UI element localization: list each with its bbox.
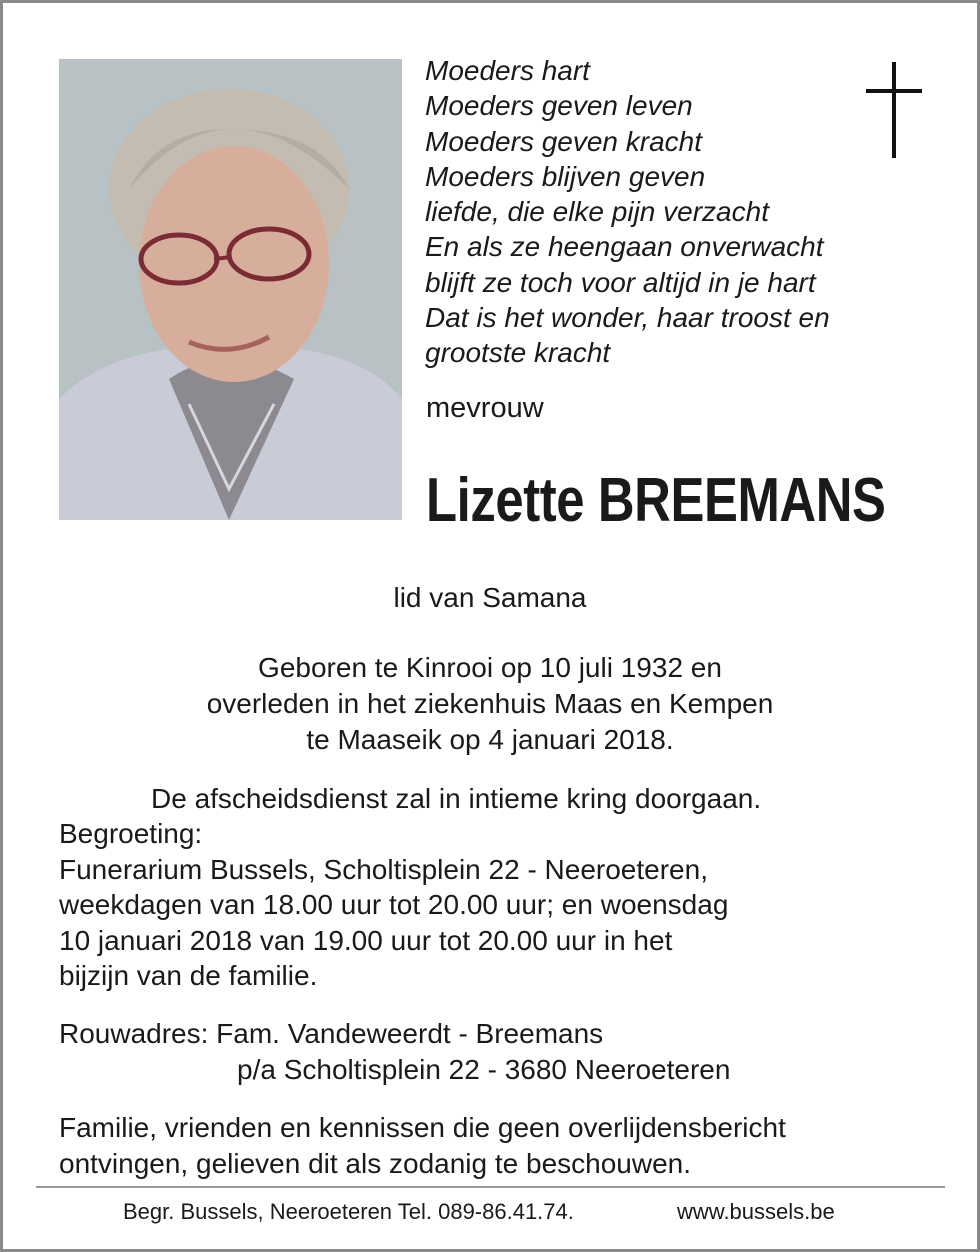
deceased-name: Lizette BREEMANS [426,466,886,535]
service-notice: De afscheidsdienst zal in intieme kring doorgaan. [151,783,762,814]
portrait-photo [59,59,402,520]
greeting-line: weekdagen van 18.00 uur tot 20.00 uur; en woensdag [59,889,729,920]
poem [425,53,830,371]
cross-icon [866,62,922,158]
greeting-line: bijzijn van de familie. [59,960,318,991]
birth-death-line: overleden in het ziekenhuis Maas en Kempen [206,688,774,719]
footer-website[interactable]: www.bussels.be [677,1199,835,1224]
greeting-line: 10 januari 2018 van 19.00 uur tot 20.00 uur in het [59,924,673,956]
closing-block [59,1110,786,1181]
poem-line: En als ze heengaan onverwacht [425,231,824,263]
closing-line: Familie, vrienden en kennissen die geen overlijdensbericht [59,1112,786,1143]
title-prefix: mevrouw [426,392,544,424]
address-line: p/a Scholtisplein 22 - 3680 Neeroeteren [237,1053,731,1085]
poem-line: grootste kracht [425,337,611,369]
birth-death-line: Geboren te Kinrooi op 10 juli 1932 en [258,652,722,683]
membership: lid van Samana [393,582,587,613]
footer-divider [36,1186,945,1188]
poem-line: Moeders blijven geven [425,160,706,192]
poem-line: Moeders hart [425,55,590,86]
greeting-line: Funerarium Bussels, Scholtisplein 22 - Neeroeteren, [59,853,708,885]
birth-death-block [0,650,980,758]
poem-line: liefde, die elke pijn verzacht [425,196,769,228]
poem-line: Moeders geven leven [425,90,693,122]
poem-line: blijft ze toch voor altijd in je hart [425,266,816,298]
greeting-line: Begroeting: [59,818,203,849]
birth-death-line: te Maaseik op 4 januari 2018. [306,724,674,755]
poem-line: Dat is het wonder, haar troost en [425,302,830,334]
poem-line: Moeders geven kracht [425,125,703,157]
closing-line: ontvingen, gelieven dit als zodanig te beschouwen. [59,1147,691,1179]
address-block [59,1016,730,1087]
address-line: Rouwadres: Fam. Vandeweerdt - Breemans [59,1018,604,1049]
greeting-block [59,816,728,994]
footer-undertaker: Begr. Bussels, Neeroeteren Tel. 089-86.41.74. [123,1199,574,1224]
